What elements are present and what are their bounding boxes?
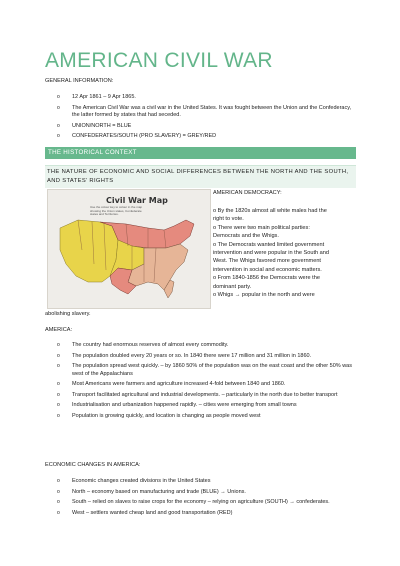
- democracy-line: o Whigs → popular in the north and were: [213, 292, 315, 299]
- list-item: o Transport facilitated agricultural and industrial developments. – particularly in the north due to better transport: [57, 391, 338, 398]
- section-subheading-text: THE NATURE OF ECONOMIC AND SOCIAL DIFFERENCES BETWEEN THE NORTH AND THE SOUTH, AND STATES’ RIGHTS: [47, 169, 349, 184]
- list-item: o North – economy based on manufacturing and trade (BLUE) → Unions.: [57, 488, 246, 495]
- bullet-marker: o: [57, 509, 60, 516]
- democracy-line: o By the 1820s almost all white males had the: [213, 208, 327, 214]
- democracy-line: o The Democrats wanted limited government: [213, 241, 325, 248]
- list-item: o Most Americans were farmers and agriculture increased 4-fold between 1840 and 1860.: [57, 381, 286, 387]
- general-heading: GENERAL INFORMATION:: [45, 78, 114, 84]
- section-band: [45, 147, 356, 159]
- democracy-continuation: abolishing slavery.: [45, 311, 91, 317]
- america-list: [57, 342, 357, 423]
- list-item: o The population spread west quickly. – by 1860 50% of the population was on the east coast and the other 50% was west of the Appalachians: [57, 363, 352, 377]
- list-item: o South – relied on slaves to raise crops for the economy – relying on agriculture (SOUTH) → confederates.: [57, 499, 330, 505]
- economic-list: [57, 478, 357, 520]
- list-item: o CONFEDERATES/SOUTH (PRO SLAVERY) = GREY/RED: [57, 133, 217, 139]
- bullet-marker: o: [57, 122, 60, 129]
- bullet-marker: o: [57, 402, 60, 408]
- section-subheading: [45, 165, 356, 188]
- democracy-line: intervention in social and economic matters.: [213, 266, 322, 273]
- democracy-text: [213, 207, 358, 299]
- civil-war-map-image: [47, 189, 211, 309]
- bullet-marker: o: [57, 133, 60, 139]
- bullet-marker: o: [57, 363, 60, 369]
- bullet-marker: o: [57, 342, 60, 348]
- democracy-line: o There were two main political parties:: [213, 224, 310, 231]
- economic-heading: ECONOMIC CHANGES IN AMERICA:: [45, 462, 141, 468]
- page-title: AMERICAN CIVIL WAR: [45, 49, 273, 72]
- america-heading: AMERICA:: [45, 327, 73, 333]
- us-map-illustration: [48, 190, 210, 308]
- bullet-marker: o: [57, 94, 60, 100]
- section-band-label: THE HISTORICAL CONTEXT: [48, 149, 137, 156]
- democracy-line: intervention and were popular in the South and: [213, 250, 329, 257]
- bullet-marker: o: [57, 488, 60, 495]
- list-item: o UNION/NORTH = BLUE: [57, 122, 132, 129]
- bullet-marker: o: [57, 104, 60, 111]
- democracy-line: Democrats and the Whigs.: [213, 233, 279, 240]
- democracy-line: right to vote.: [213, 216, 244, 223]
- bullet-marker: o: [57, 499, 60, 505]
- list-item: o The American Civil War was a civil war in the United States. It was fought between the Union and the Confederacy, the latter formed by states that had seceded.: [57, 104, 352, 118]
- democracy-line: o From 1840-1856 the Democrats were the: [213, 275, 320, 282]
- general-list: [57, 94, 357, 144]
- bullet-marker: o: [57, 478, 60, 484]
- list-item: o 12 Apr 1861 – 9 Apr 1865.: [57, 94, 136, 100]
- map-subtitle: Use the colour key to colour in the map showing the Union states, Confederate states and Territories.: [90, 205, 143, 217]
- list-item: o Population is growing quickly, and location is changing as people moved west: [57, 412, 261, 419]
- map-region-west: [60, 220, 118, 282]
- democracy-line: West. The Whigs favored more government: [213, 258, 321, 265]
- bullet-marker: o: [57, 391, 60, 398]
- list-item: o Industrialisation and urbanization happened rapidly. – cities were emerging from small towns: [57, 402, 297, 408]
- list-item: o West – settlers wanted cheap land and good transportation (RED): [57, 509, 233, 516]
- bullet-marker: o: [57, 412, 60, 419]
- list-item: o The country had enormous reserves of almost every commodity.: [57, 342, 229, 348]
- map-title: Civil War Map: [106, 196, 168, 205]
- democracy-line: dominant party.: [213, 283, 252, 290]
- democracy-heading: AMERICAN DEMOCRACY:: [213, 190, 282, 196]
- bullet-marker: o: [57, 352, 60, 359]
- list-item: o The population doubled every 20 years or so. In 1840 there were 17 million and 31 million in 1860.: [57, 352, 312, 359]
- bullet-marker: o: [57, 381, 60, 387]
- list-item: o Economic changes created divisions in the United States: [57, 478, 211, 484]
